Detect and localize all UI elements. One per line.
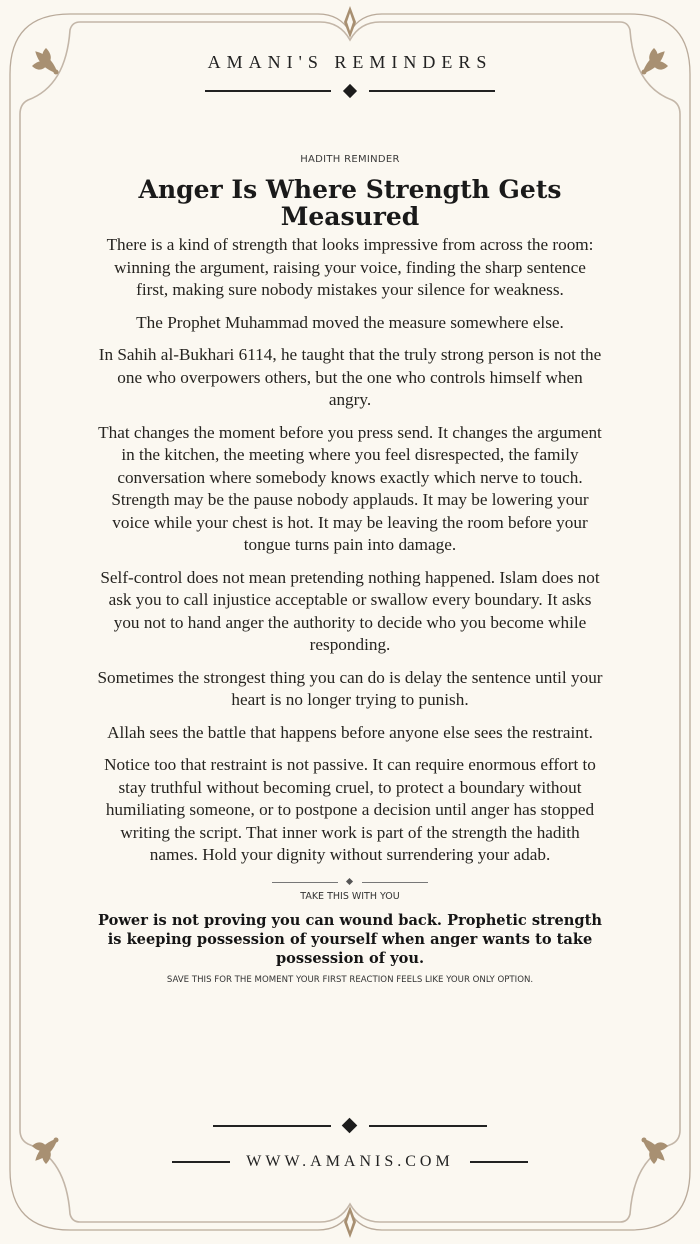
website-rule-right <box>470 1161 528 1163</box>
footer-rule-left <box>213 1125 331 1127</box>
paragraph: Notice too that restraint is not passive. It can require enormous effort to stay truthful without becoming cruel, to protect a boundary without humiliating someone, or to postpone a decision until anger has stopped writing the script. That inner work is part of the strength the hadith names. Hold your dignity without surrendering your adab. <box>104 755 596 864</box>
paragraph: The Prophet Muhammad moved the measure somewhere else. <box>136 312 564 332</box>
section-divider <box>96 877 604 887</box>
bottom-ornament-icon <box>336 1204 364 1240</box>
paragraph: Allah sees the battle that happens before anyone else sees the restraint. <box>107 722 593 742</box>
header-rule-left <box>205 90 331 92</box>
paragraph: That changes the moment before you press send. It changes the argument in the kitchen, the meeting where you feel disrespected, the family conversation where somebody knows exactly which nerve to touch. Strength may be the pause nobody applauds. It may be lowering your voice while your chest is hot. It may be leaving the room before your tongue turns pain into damage. <box>98 422 602 554</box>
website-link[interactable]: WWW.AMANIS.COM <box>246 1153 454 1170</box>
top-ornament-icon <box>336 4 364 40</box>
body-text <box>96 234 604 867</box>
paragraph: In Sahih al-Bukhari 6114, he taught that the truly strong person is not the one who overpowers others, but the one who controls himself when angry. <box>98 345 602 409</box>
footer-rule-right <box>369 1125 487 1127</box>
paragraph: Self-control does not mean pretending nothing happened. Islam does not ask you to call injustice acceptable or swallow every boundary. It asks you not to hand anger the authority to decide who you become while responding. <box>100 567 600 654</box>
header-rule-right <box>369 90 495 92</box>
divider-diamond-icon <box>346 877 353 884</box>
brand-title: AMANI'S REMINDERS <box>207 52 493 72</box>
paragraph: There is a kind of strength that looks impressive from across the room: winning the argument, raising your voice, finding the sharp sentence first, making sure nobody mistakes your silence for weakness. <box>106 235 594 299</box>
takeaway-label: TAKE THIS WITH YOU <box>300 890 400 902</box>
save-note: SAVE THIS FOR THE MOMENT YOUR FIRST REACTION FEELS LIKE YOUR ONLY OPTION. <box>166 974 534 985</box>
paragraph: Sometimes the strongest thing you can do is delay the sentence until your heart is no longer trying to punish. <box>97 667 603 709</box>
page-title: Anger Is Where Strength Gets Measured <box>138 175 562 231</box>
eyebrow-label: HADITH REMINDER <box>300 154 400 165</box>
main-content <box>96 154 604 985</box>
takeaway-quote: Power is not proving you can wound back. Prophetic strength is keeping possession of yourself when anger wants to take possession of you. <box>98 911 602 967</box>
